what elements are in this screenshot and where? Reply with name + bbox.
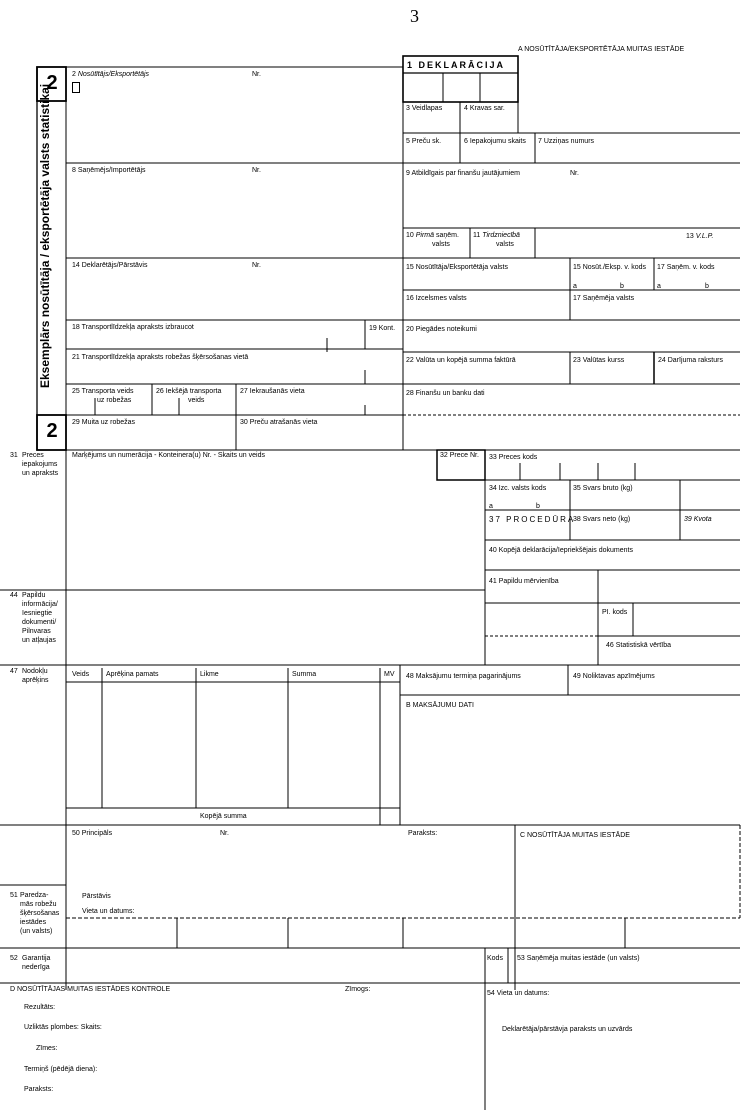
tax-col-mv: MV <box>384 671 395 678</box>
box-a-label: A NOSŪTĪTĀJA/EKSPORTĒTĀJA MUITAS IESTĀDE <box>518 46 685 53</box>
box-b-label: B MAKSĀJUMU DATI <box>406 702 474 709</box>
box-44-label-3: Iesniegtie <box>22 610 52 617</box>
box-30-label: 30 Preču atrašanās vieta <box>240 419 318 426</box>
box-d-result: Rezultāts: <box>24 1004 56 1011</box>
box-34-b: b <box>536 503 540 510</box>
box-10-label: 10 Pirmā saņēm. <box>406 232 459 239</box>
box-5-label: 5 Preču sk. <box>406 138 442 145</box>
box-17b-label: 17 Saņēm. v. kods <box>657 264 715 271</box>
box-20-label: 20 Piegādes noteikumi <box>406 326 477 333</box>
box-23-label: 23 Valūtas kurss <box>573 357 625 364</box>
box-28-label: 28 Finanšu un banku dati <box>406 390 485 397</box>
box-22-label: 22 Valūta un kopējā summa faktūrā <box>406 357 516 364</box>
box-2-label: 2 Nosūtītājs/Eksportētājs <box>72 71 150 78</box>
box-41-label: 41 Papildu mērvienība <box>489 578 559 585</box>
box-14-label: 14 Deklarētājs/Pārstāvis <box>72 262 148 269</box>
box-54-label: 54 Vieta un datums: <box>487 990 550 997</box>
tax-col-type: Veids <box>72 671 90 678</box>
box-15b-label: 15 Nosūt./Eksp. v. kods <box>573 264 647 271</box>
box-34-a: a <box>489 503 493 510</box>
box-44-num: 44 <box>10 592 18 599</box>
box-44-label-2: informācija/ <box>22 601 58 608</box>
box-47-label-1: Nodokļu <box>22 668 48 675</box>
box-9-nr: Nr. <box>570 170 579 177</box>
box-51-label-1: Paredza- <box>20 892 49 899</box>
box-47-num: 47 <box>10 668 18 675</box>
copy-number-top: 2 <box>46 72 58 94</box>
box-19-label: 19 Kont. <box>369 325 396 332</box>
box-50-sign: Paraksts: <box>408 830 438 837</box>
box-31-label-1: Preces <box>22 452 44 459</box>
box-10-label2: valsts <box>432 241 450 248</box>
box-4-label: 4 Kravas sar. <box>464 105 505 112</box>
box-11-label: 11 Tirdzniecībā <box>473 232 520 239</box>
box-38-label: 38 Svars neto (kg) <box>573 516 631 523</box>
box-44-label-1: Papildu <box>22 592 46 599</box>
box-31-desc: Marķējums un numerācija - Konteinera(u) Nr. - Skaits un veids <box>72 452 265 459</box>
box-9-label: 9 Atbildīgais par finanšu jautājumiem <box>406 170 521 177</box>
box-54-sign: Deklarētāja/pārstāvja paraksts un uzvārds <box>502 1026 633 1033</box>
box-d-signature: Paraksts: <box>24 1086 54 1093</box>
box-d-marks: Zīmes: <box>36 1045 58 1052</box>
box-16-label: 16 Izcelsmes valsts <box>406 295 467 302</box>
box-17-label: 17 Saņēmēja valsts <box>573 295 635 302</box>
box-17b-a: a <box>657 283 661 290</box>
box-29-label: 29 Muita uz robežas <box>72 419 136 426</box>
box-37-label: 37 PROCEDŪRA <box>489 515 576 524</box>
box-8-label: 8 Saņēmējs/Importētājs <box>72 167 146 174</box>
box-35-label: 35 Svars bruto (kg) <box>573 485 633 492</box>
box-51-label-3: šķērsošanas <box>20 910 60 917</box>
box-48-label: 48 Maksājumu termiņa pagarinājums <box>406 673 521 680</box>
box-17b-b: b <box>705 283 709 290</box>
box-15-label: 15 Nosūtītāja/Eksportētāja valsts <box>406 264 508 271</box>
box-21-label: 21 Transportlīdzekļa apraksts robežas šķērsošanas vietā <box>72 354 249 361</box>
box-6-label: 6 Iepakojumu skaits <box>464 138 526 145</box>
box-31-label-3: un apraksts <box>22 470 59 477</box>
box-32-label: 32 Prece Nr. <box>440 452 479 459</box>
box-26-label: 26 Iekšējā transporta <box>156 388 222 395</box>
copy-number-bottom: 2 <box>46 420 58 442</box>
copy-title-vertical: Eksemplārs nosūtītāja / eksportētāja valsts statistikai <box>38 83 52 388</box>
box-44-label-6: un atļaujas <box>22 637 56 644</box>
box-8-nr: Nr. <box>252 167 261 174</box>
box-25-label2: uz robežas <box>97 397 132 404</box>
box-2-nr: Nr. <box>252 71 261 78</box>
box-40-label: 40 Kopējā deklarācija/Iepriekšējais dokuments <box>489 547 633 554</box>
box-51-label-2: mās robežu <box>20 901 57 908</box>
box-18-label: 18 Transportlīdzekļa apraksts izbraucot <box>72 324 194 331</box>
box-49-label: 49 Noliktavas apzīmējums <box>573 673 655 680</box>
box-52-num: 52 <box>10 955 18 962</box>
tax-total-label: Kopējā summa <box>200 813 247 820</box>
box-3-label: 3 Veidlapas <box>406 105 443 112</box>
box-d-deadline: Termiņš (pēdējā diena): <box>24 1066 98 1073</box>
box-46-label: 46 Statistiskā vērtība <box>606 642 671 649</box>
box-2-checkbox[interactable] <box>72 82 80 93</box>
box-d-seals: Uzliktās plombes: Skaits: <box>24 1024 102 1031</box>
box-14-nr: Nr. <box>252 262 261 269</box>
box-13-label: 13 V.L.P. <box>686 233 714 240</box>
box-52-kods: Kods <box>487 955 503 962</box>
box-34-label: 34 Izc. valsts kods <box>489 485 547 492</box>
box-1-label: 1 DEKLARĀCIJA <box>407 60 506 70</box>
box-52-label-1: Garantija <box>22 955 51 962</box>
box-15b-a: a <box>573 283 577 290</box>
tax-col-base: Aprēķina pamats <box>106 671 159 678</box>
box-52-label-2: nederīga <box>22 964 50 971</box>
box-50-representative: Pārstāvis <box>82 893 111 900</box>
box-31-num: 31 <box>10 452 18 459</box>
box-44-label-5: Pilnvaras <box>22 628 51 635</box>
box-47-label-2: aprēķins <box>22 677 49 684</box>
box-50-place-date: Vieta un datums: <box>82 908 135 915</box>
box-27-label: 27 Iekraušanās vieta <box>240 388 305 395</box>
box-c-label: C NOSŪTĪTĀJA MUITAS IESTĀDE <box>520 832 630 839</box>
box-d-stamp: Zīmogs: <box>345 986 371 993</box>
box-31-label-2: iepakojums <box>22 461 58 468</box>
pi-kods-label: PI. kods <box>602 609 628 616</box>
page-number: 3 <box>410 6 419 26</box>
box-15b-b: b <box>620 283 624 290</box>
box-51-label-4: iestādes <box>20 919 47 926</box>
box-44-label-4: dokumenti/ <box>22 619 57 626</box>
box-53-label: 53 Saņēmēja muitas iestāde (un valsts) <box>517 955 640 962</box>
tax-col-rate: Likme <box>200 671 219 678</box>
box-7-label: 7 Uzziņas numurs <box>538 138 595 145</box>
box-50-nr: Nr. <box>220 830 229 837</box>
box-26-label2: veids <box>188 397 205 404</box>
box-d-label: D NOSŪTĪTĀJAS MUITAS IESTĀDES KONTROLE <box>10 986 171 993</box>
box-39-label: 39 Kvota <box>684 516 712 523</box>
tax-col-amount: Summa <box>292 671 317 678</box>
box-51-num: 51 <box>10 892 18 899</box>
box-24-label: 24 Darījuma raksturs <box>658 357 723 364</box>
box-11-label2: valsts <box>496 241 514 248</box>
box-50-label: 50 Principāls <box>72 830 113 837</box>
box-51-label-5: (un valsts) <box>20 928 53 935</box>
box-33-label: 33 Preces kods <box>489 454 538 461</box>
box-25-label: 25 Transporta veids <box>72 388 134 395</box>
